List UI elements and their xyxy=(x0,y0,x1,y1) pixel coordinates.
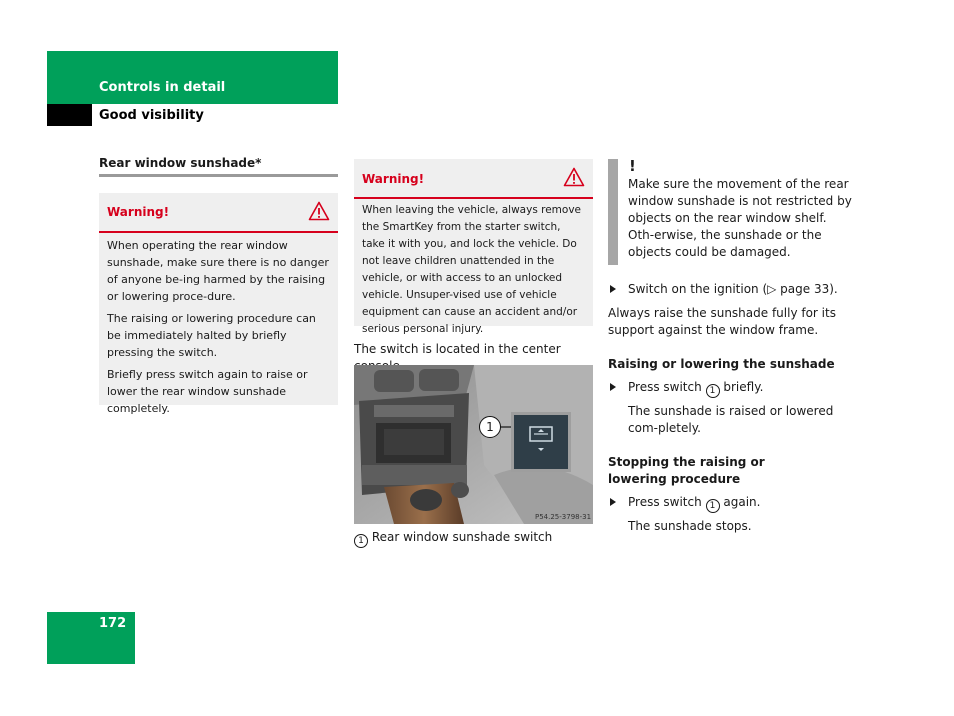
step-text: Switch on the ignition (▷ page 33). xyxy=(628,282,838,296)
photo-caption xyxy=(354,529,594,548)
caption-number: 1 xyxy=(354,534,368,548)
stop-heading: Stopping the raising or lowering procedure xyxy=(608,455,765,486)
switch-location-text: The switch is located in the center xyxy=(354,342,561,356)
always-raise-text: Always raise the sunshade fully for its support against the window frame. xyxy=(608,306,836,337)
warning-body xyxy=(107,237,330,422)
header-bar xyxy=(47,51,338,104)
warning-paragraph: Briefly press switch again to raise or lower the rear window sunshade completely. xyxy=(107,368,308,415)
stop-result: The sunshade stops. xyxy=(628,519,752,533)
switch-number: 1 xyxy=(706,384,720,398)
rear-window-sunshade-heading: Rear window sunshade* xyxy=(99,156,262,170)
section-title: Controls in detail xyxy=(99,80,226,95)
section-tab xyxy=(47,104,92,126)
switch-number: 1 xyxy=(706,499,720,513)
step-text-post: briefly. xyxy=(723,380,764,394)
warning-paragraph: When operating the rear window sunshade, make sure there is no danger of anyone be-ing harmed by the raising or lowering proce-dure. xyxy=(107,239,329,303)
warning-header xyxy=(99,193,338,233)
photo-code: P54.25-3798-31 xyxy=(535,513,592,521)
warning-triangle-icon xyxy=(563,167,585,191)
callout-number: 1 xyxy=(479,416,501,438)
caption-text: Rear window sunshade switch xyxy=(371,530,553,544)
notice-exclamation-icon: ! xyxy=(629,157,636,175)
warning-paragraph: The raising or lowering procedure can be immediately halted by briefly pressing the switch. xyxy=(107,312,316,359)
warning-triangle-icon xyxy=(308,201,330,225)
heading-rule xyxy=(99,174,338,177)
notice-text: Make sure the movement of the rear window sunshade is not restricted by objects on the rear window shelf. Oth-erwise, the sunshade or the objects could be damaged. xyxy=(628,177,852,259)
bullet-icon xyxy=(610,498,616,506)
warning-box-left xyxy=(99,193,338,415)
warning-box-middle xyxy=(354,159,593,335)
subsection-title: Good visibility xyxy=(99,108,204,123)
bullet-icon xyxy=(610,285,616,293)
step-text-pre: Press switch xyxy=(628,495,702,509)
notice-bar xyxy=(608,159,618,265)
bullet-icon xyxy=(610,383,616,391)
warning-title: Warning! xyxy=(362,172,425,186)
warning-title: Warning! xyxy=(107,205,170,219)
raise-result: The sunshade is raised or lowered com-pletely. xyxy=(628,404,834,435)
step-text xyxy=(628,494,760,513)
warning-body: When leaving the vehicle, always remove the SmartKey from the starter switch, take it with you, and lock the vehicle. Do not leave children unattended in the vehicle, or with access to an unlocked vehicle. Unsuper-vised use of vehicle equipment can cause an accident and/or serious personal injury. xyxy=(362,204,581,335)
raise-lower-heading: Raising or lowering the sunshade xyxy=(608,357,835,371)
center-console-photo xyxy=(354,365,593,524)
step-text-pre: Press switch xyxy=(628,380,702,394)
step-text xyxy=(628,379,763,398)
step-text-post: again. xyxy=(723,495,761,509)
warning-header xyxy=(354,159,593,199)
page-number: 172 xyxy=(99,616,127,631)
